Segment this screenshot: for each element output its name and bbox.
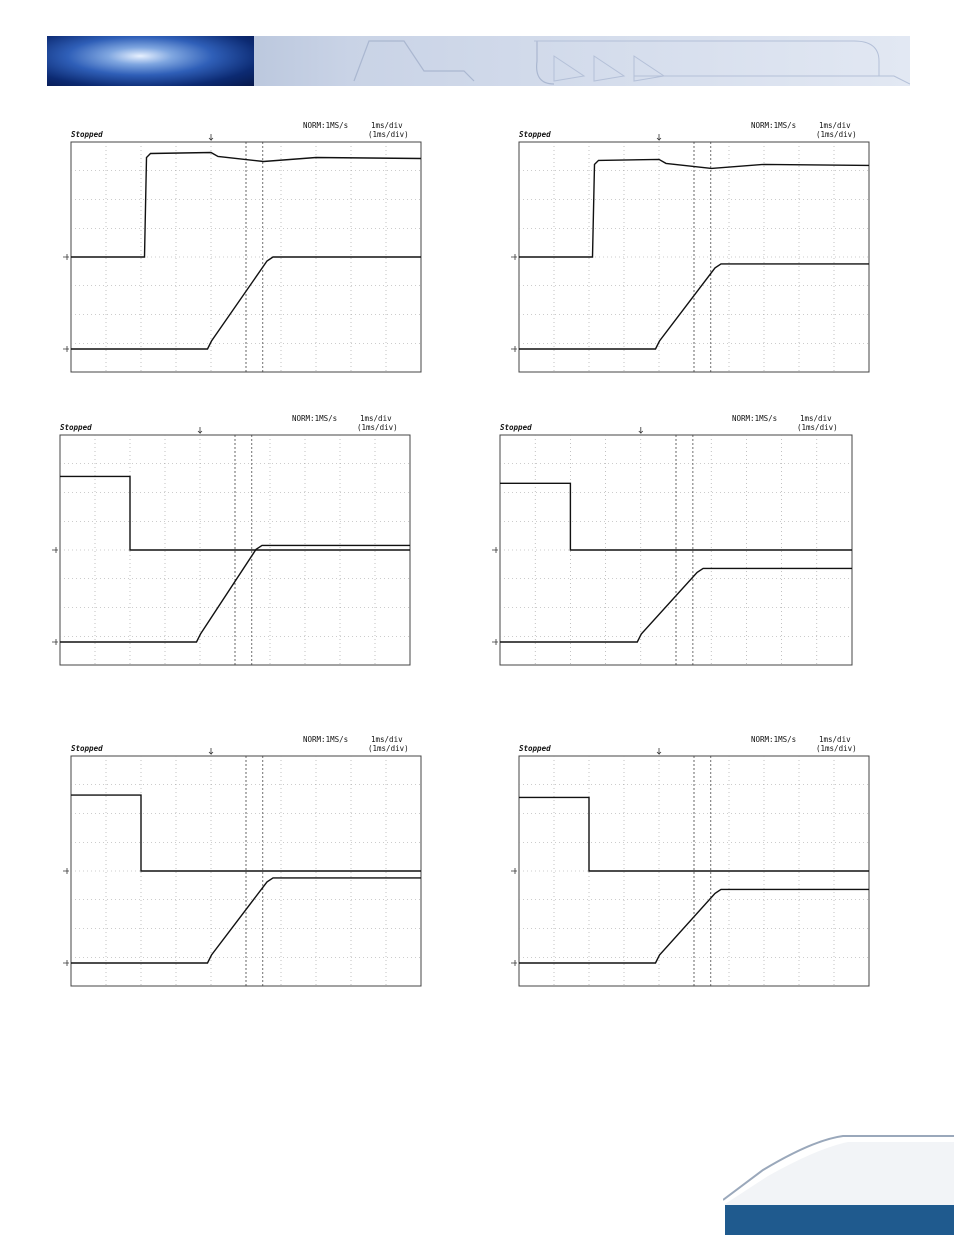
ch1-ground-marker-icon <box>63 254 69 260</box>
scope-status: Stopped <box>519 130 551 139</box>
ch2-ground-marker-icon <box>52 639 58 645</box>
timebase-sub: (1ms/div) <box>816 744 857 753</box>
timebase: 1ms/div <box>819 735 851 744</box>
scope-plot <box>62 736 427 990</box>
scope-panel <box>62 736 427 990</box>
trigger-marker-icon <box>209 748 213 754</box>
ch2-ground-marker-icon <box>63 960 69 966</box>
trigger-marker-icon <box>198 427 202 433</box>
scope-panel <box>510 122 875 376</box>
scope-plot <box>492 415 858 669</box>
acquisition-rate: NORM:1MS/s <box>732 414 778 423</box>
timebase-sub: (1ms/div) <box>797 423 838 432</box>
acquisition-rate: NORM:1MS/s <box>751 735 797 744</box>
timebase: 1ms/div <box>371 735 403 744</box>
ch1-ground-marker-icon <box>492 547 498 553</box>
scope-panel <box>62 122 427 376</box>
scope-plot <box>510 122 875 376</box>
scope-status: Stopped <box>60 423 92 432</box>
acquisition-rate: NORM:1MS/s <box>292 414 338 423</box>
ch1-ground-marker-icon <box>52 547 58 553</box>
banner-decoration <box>254 36 910 86</box>
ch1-ground-marker-icon <box>511 868 517 874</box>
ch1-ground-marker-icon <box>63 868 69 874</box>
scope-status: Stopped <box>71 130 103 139</box>
timebase-sub: (1ms/div) <box>368 744 409 753</box>
scope-status: Stopped <box>71 744 103 753</box>
trigger-marker-icon <box>657 134 661 140</box>
ch2-ground-marker-icon <box>63 346 69 352</box>
trigger-marker-icon <box>657 748 661 754</box>
timebase: 1ms/div <box>819 121 851 130</box>
scope-status: Stopped <box>519 744 551 753</box>
timebase-sub: (1ms/div) <box>816 130 857 139</box>
scope-panel <box>510 736 875 990</box>
timebase-sub: (1ms/div) <box>357 423 398 432</box>
timebase: 1ms/div <box>371 121 403 130</box>
header-banner <box>47 36 910 86</box>
trigger-marker-icon <box>209 134 213 140</box>
timebase: 1ms/div <box>800 414 832 423</box>
acquisition-rate: NORM:1MS/s <box>303 735 349 744</box>
scope-plot <box>62 122 427 376</box>
scope-panel <box>492 415 858 669</box>
scope-plot <box>510 736 875 990</box>
banner-photo <box>47 36 254 86</box>
ch2-ground-marker-icon <box>511 960 517 966</box>
acquisition-rate: NORM:1MS/s <box>751 121 797 130</box>
footer-band <box>725 1205 954 1235</box>
footer-logo <box>723 1130 954 1235</box>
scope-panel <box>52 415 416 669</box>
timebase-sub: (1ms/div) <box>368 130 409 139</box>
scope-status: Stopped <box>500 423 532 432</box>
ch1-ground-marker-icon <box>511 254 517 260</box>
timebase: 1ms/div <box>360 414 392 423</box>
ch2-ground-marker-icon <box>511 346 517 352</box>
ch2-ground-marker-icon <box>492 639 498 645</box>
acquisition-rate: NORM:1MS/s <box>303 121 349 130</box>
scope-plot <box>52 415 416 669</box>
trigger-marker-icon <box>639 427 643 433</box>
